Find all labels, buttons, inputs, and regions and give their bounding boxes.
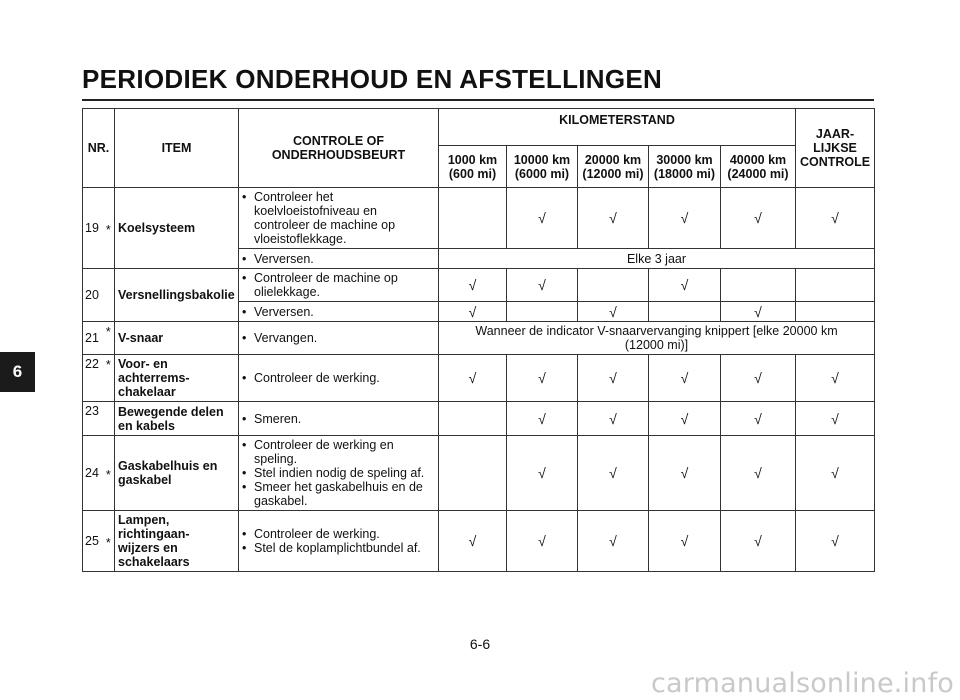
check-cell: √ [507,188,578,249]
check-cell: √ [578,402,649,436]
table-row [83,269,875,302]
header-control: CONTROLE OF ONDERHOUDSBEURT [239,109,439,188]
header-annual-line2: LIJKSE [813,141,857,155]
control-bullet: • Controleer de machine op olielekkage. [242,271,435,299]
table-row [83,188,875,249]
row-number: 25 [83,511,103,572]
mi-value: (6000 mi) [514,166,570,181]
mi-value: (24000 mi) [727,166,789,181]
check-cell: √ [721,402,796,436]
check-cell: √ [578,436,649,511]
row-star: * [103,188,115,269]
row-number: 20 [83,269,103,322]
header-nr: NR. [83,109,115,188]
header-km-3 [578,146,649,188]
row-star: * [103,322,115,355]
header-km-5 [721,146,796,188]
check-cell: √ [439,511,507,572]
chapter-tab: 6 [0,352,35,392]
mi-value: (18000 mi) [653,166,716,181]
check-cell [507,302,578,322]
control-bullet: • Verversen. [242,305,435,319]
item-line1: Bewegende delen [118,404,224,419]
mi-value: (12000 mi) [582,166,644,181]
check-cell [796,269,875,302]
control-bullet: • Smeer het gaskabelhuis en de gaskabel. [242,480,435,508]
header-annual [796,109,875,188]
header-km-1 [439,146,507,188]
check-cell [578,269,649,302]
check-cell: √ [649,436,721,511]
title-underline [82,99,874,101]
table-row [83,436,875,511]
km-value: 40000 km [729,152,787,167]
check-cell: √ [721,302,796,322]
check-cell [796,302,875,322]
check-cell: √ [507,511,578,572]
check-cell: √ [649,511,721,572]
row-control [239,402,439,436]
control-bullet: • Controleer de werking en speling. [242,438,435,466]
row-item: V-snaar [115,322,239,355]
check-cell: √ [507,436,578,511]
watermark: carmanualsonline.info [651,668,954,699]
item-line3: schakelaars [118,555,190,569]
check-cell [439,188,507,249]
control-bullet: • Vervangen. [242,331,435,345]
row-control [239,322,439,355]
control-bullet: • Stel de koplamplichtbundel af. [242,541,435,555]
check-cell: √ [721,355,796,402]
control-bullet: • Controleer de werking. [242,371,435,385]
check-cell: √ [721,511,796,572]
row-star [103,402,115,436]
check-cell: √ [439,269,507,302]
item-line1: Gaskabelhuis en [118,459,218,473]
check-cell [721,269,796,302]
row-star: * [103,436,115,511]
row-control [239,511,439,572]
row-item [115,511,239,572]
item-line2: wijzers en [118,541,178,555]
check-cell [439,436,507,511]
interval-note [439,322,875,355]
page-title: PERIODIEK ONDERHOUD EN AFSTELLINGEN [82,64,663,94]
check-cell: √ [649,402,721,436]
check-cell: √ [649,355,721,402]
table-row [83,355,875,402]
table-row [83,322,875,355]
check-cell: √ [796,188,875,249]
check-cell: √ [507,402,578,436]
check-cell: √ [507,355,578,402]
row-control [239,436,439,511]
check-cell: √ [796,436,875,511]
row-number: 23 [83,402,103,436]
interval-note-line2: (12000 mi)] [624,338,689,352]
page-number: 6-6 [469,636,491,652]
row-number: 22 [83,355,103,402]
header-km-2 [507,146,578,188]
control-bullet: • Smeren. [242,412,435,426]
header-row-1 [83,109,875,146]
check-cell: √ [796,355,875,402]
maintenance-table [82,108,875,572]
row-control [239,302,439,322]
row-item: Versnellingsbakolie [115,269,239,322]
row-star: * [103,511,115,572]
header-annual-line3: CONTROLE [799,155,871,169]
control-bullet: • Verversen. [242,252,435,266]
interval-note: Elke 3 jaar [439,249,875,269]
check-cell: √ [578,355,649,402]
row-star [103,269,115,322]
control-bullet: • Controleer de werking. [242,527,435,541]
km-value: 20000 km [584,152,642,167]
check-cell: √ [721,188,796,249]
check-cell [649,302,721,322]
check-cell: √ [578,188,649,249]
item-line1: Lampen, richtingaan- [118,513,190,541]
row-number: 21 [83,322,103,355]
check-cell: √ [721,436,796,511]
row-item: Voor- en achterrems-chakelaar [115,355,239,402]
header-item: ITEM [115,109,239,188]
header-km-group: KILOMETERSTAND [439,109,796,146]
row-number: 19 [83,188,103,269]
table-row [83,402,875,436]
check-cell: √ [649,188,721,249]
row-number: 24 [83,436,103,511]
item-line2: gaskabel [118,473,172,487]
check-cell: √ [439,302,507,322]
header-annual-line1: JAAR- [815,127,855,141]
check-cell: √ [796,511,875,572]
check-cell: √ [507,269,578,302]
control-bullet: • Controleer het koelvloeistofniveau en controleer de machine op vloeistoflekkage. [242,190,435,246]
check-cell: √ [439,355,507,402]
km-value: 10000 km [513,152,571,167]
km-value: 1000 km [447,152,498,167]
check-cell: √ [796,402,875,436]
mi-value: (600 mi) [448,166,497,181]
row-control [239,188,439,249]
check-cell: √ [578,302,649,322]
interval-note-line1: Wanneer de indicator V-snaarvervanging knippert [elke 20000 km [475,324,838,338]
row-item: Koelsysteem [115,188,239,269]
table-row [83,511,875,572]
header-km-4 [649,146,721,188]
km-value: 30000 km [656,152,713,167]
check-cell: √ [649,269,721,302]
control-bullet: • Stel indien nodig de speling af. [242,466,435,480]
row-control [239,249,439,269]
row-item [115,402,239,436]
row-control [239,355,439,402]
item-line2: en kabels [118,418,175,433]
row-control [239,269,439,302]
row-star: * [103,355,115,402]
row-item [115,436,239,511]
check-cell [439,402,507,436]
check-cell: √ [578,511,649,572]
